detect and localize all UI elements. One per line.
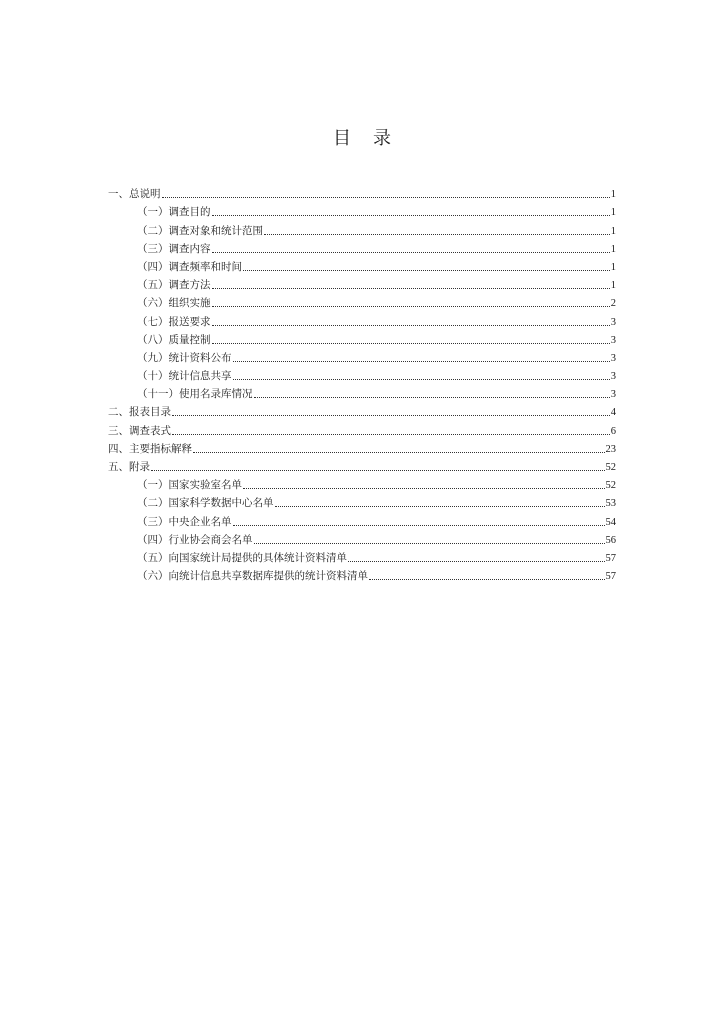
toc-entry-page: 54 <box>605 516 616 528</box>
toc-entry[interactable] <box>108 438 616 456</box>
toc-entry-page: 52 <box>605 462 616 473</box>
toc-entry-page: 4 <box>610 407 616 419</box>
toc-entry[interactable] <box>108 401 616 419</box>
toc-entry-label: 三、调查表式 <box>108 424 171 437</box>
toc-entry[interactable] <box>108 365 616 383</box>
toc-entry[interactable] <box>108 547 616 565</box>
toc-dot-leader <box>172 434 610 435</box>
toc-dot-leader <box>264 234 610 235</box>
toc-dot-leader <box>348 561 605 562</box>
toc-entry-label: （三）中央企业名单 <box>137 515 232 528</box>
toc-entry[interactable] <box>108 219 616 237</box>
toc-entry-page: 1 <box>610 189 616 201</box>
toc-entry[interactable] <box>108 183 616 201</box>
toc-dot-leader <box>212 288 610 289</box>
toc-entry-label: 一、总说明 <box>108 188 161 201</box>
toc-entry-page: 1 <box>610 225 616 237</box>
toc-entry-page: 3 <box>610 389 616 401</box>
toc-dot-leader <box>212 252 610 253</box>
toc-dot-leader <box>212 306 610 307</box>
toc-entry-label: （五）调查方法 <box>137 279 211 292</box>
toc-entry-label: （四）调查频率和时间 <box>137 260 242 273</box>
toc-entry-page: 2 <box>610 298 616 310</box>
toc-dot-leader <box>254 543 605 544</box>
toc-dot-leader <box>233 379 610 380</box>
toc-list <box>108 183 616 583</box>
toc-entry-label: （六）组织实施 <box>137 297 211 310</box>
toc-entry-page: 52 <box>605 480 616 492</box>
toc-entry[interactable] <box>108 510 616 528</box>
toc-entry-page: 6 <box>610 425 616 437</box>
toc-entry-page: 23 <box>605 443 616 455</box>
toc-entry[interactable] <box>108 456 616 474</box>
toc-entry-label: （八）质量控制 <box>137 333 211 346</box>
toc-entry[interactable] <box>108 492 616 510</box>
toc-entry[interactable] <box>108 274 616 292</box>
toc-entry-page: 3 <box>610 371 616 383</box>
toc-dot-leader <box>162 197 610 198</box>
toc-title-char-2: 录 <box>373 128 391 149</box>
toc-entry[interactable] <box>108 347 616 365</box>
toc-entry-label: （三）调查内容 <box>137 242 211 255</box>
toc-entry-label: 四、主要指标解释 <box>108 442 192 455</box>
toc-entry[interactable] <box>108 256 616 274</box>
toc-entry-label: （二）调查对象和统计范围 <box>137 224 263 237</box>
toc-entry[interactable] <box>108 292 616 310</box>
toc-entry-label: （九）统计资料公布 <box>137 351 232 364</box>
toc-dot-leader <box>193 452 605 453</box>
toc-entry-label: （五）向国家统计局提供的具体统计资料清单 <box>137 551 347 564</box>
toc-entry-page: 1 <box>610 280 616 292</box>
toc-title-char-1: 目 <box>333 128 351 149</box>
toc-entry-page: 53 <box>605 498 616 510</box>
toc-dot-leader <box>369 579 605 580</box>
toc-entry[interactable] <box>108 329 616 347</box>
toc-dot-leader <box>212 325 610 326</box>
toc-dot-leader <box>212 215 610 216</box>
toc-entry-page: 1 <box>610 207 616 219</box>
toc-entry[interactable] <box>108 310 616 328</box>
toc-entry-page: 3 <box>610 352 616 364</box>
toc-entry-page: 56 <box>605 534 616 546</box>
toc-entry-page: 3 <box>610 316 616 328</box>
toc-entry[interactable] <box>108 383 616 401</box>
toc-entry-label: （六）向统计信息共享数据库提供的统计资料清单 <box>137 570 368 583</box>
toc-entry-label: （二）国家科学数据中心名单 <box>137 497 274 510</box>
toc-entry-label: （十一）使用名录库情况 <box>137 388 253 401</box>
toc-entry-label: 五、附录 <box>108 461 150 473</box>
toc-dot-leader <box>172 415 610 416</box>
toc-entry-page: 1 <box>610 261 616 273</box>
toc-dot-leader <box>243 488 605 489</box>
toc-entry-label: （一）调查目的 <box>137 206 211 219</box>
toc-dot-leader <box>275 506 605 507</box>
toc-dot-leader <box>254 397 610 398</box>
toc-dot-leader <box>243 270 610 271</box>
toc-dot-leader <box>233 525 605 526</box>
toc-dot-leader <box>212 343 610 344</box>
toc-entry[interactable] <box>108 419 616 437</box>
toc-entry-label: 二、报表目录 <box>108 406 171 419</box>
toc-entry[interactable] <box>108 565 616 583</box>
toc-entry-label: （四）行业协会商会名单 <box>137 533 253 546</box>
toc-entry[interactable] <box>108 474 616 492</box>
toc-dot-leader <box>233 361 610 362</box>
toc-entry-label: （十）统计信息共享 <box>137 370 232 383</box>
toc-title <box>0 124 724 150</box>
toc-dot-leader <box>151 470 605 471</box>
toc-entry-page: 57 <box>605 571 616 583</box>
toc-entry-page: 57 <box>605 552 616 564</box>
toc-entry[interactable] <box>108 238 616 256</box>
toc-entry-label: （七）报送要求 <box>137 315 211 328</box>
toc-entry-page: 3 <box>610 334 616 346</box>
toc-entry-label: （一）国家实验室名单 <box>137 479 242 492</box>
toc-entry-page: 1 <box>610 243 616 255</box>
toc-entry[interactable] <box>108 201 616 219</box>
toc-entry[interactable] <box>108 529 616 547</box>
